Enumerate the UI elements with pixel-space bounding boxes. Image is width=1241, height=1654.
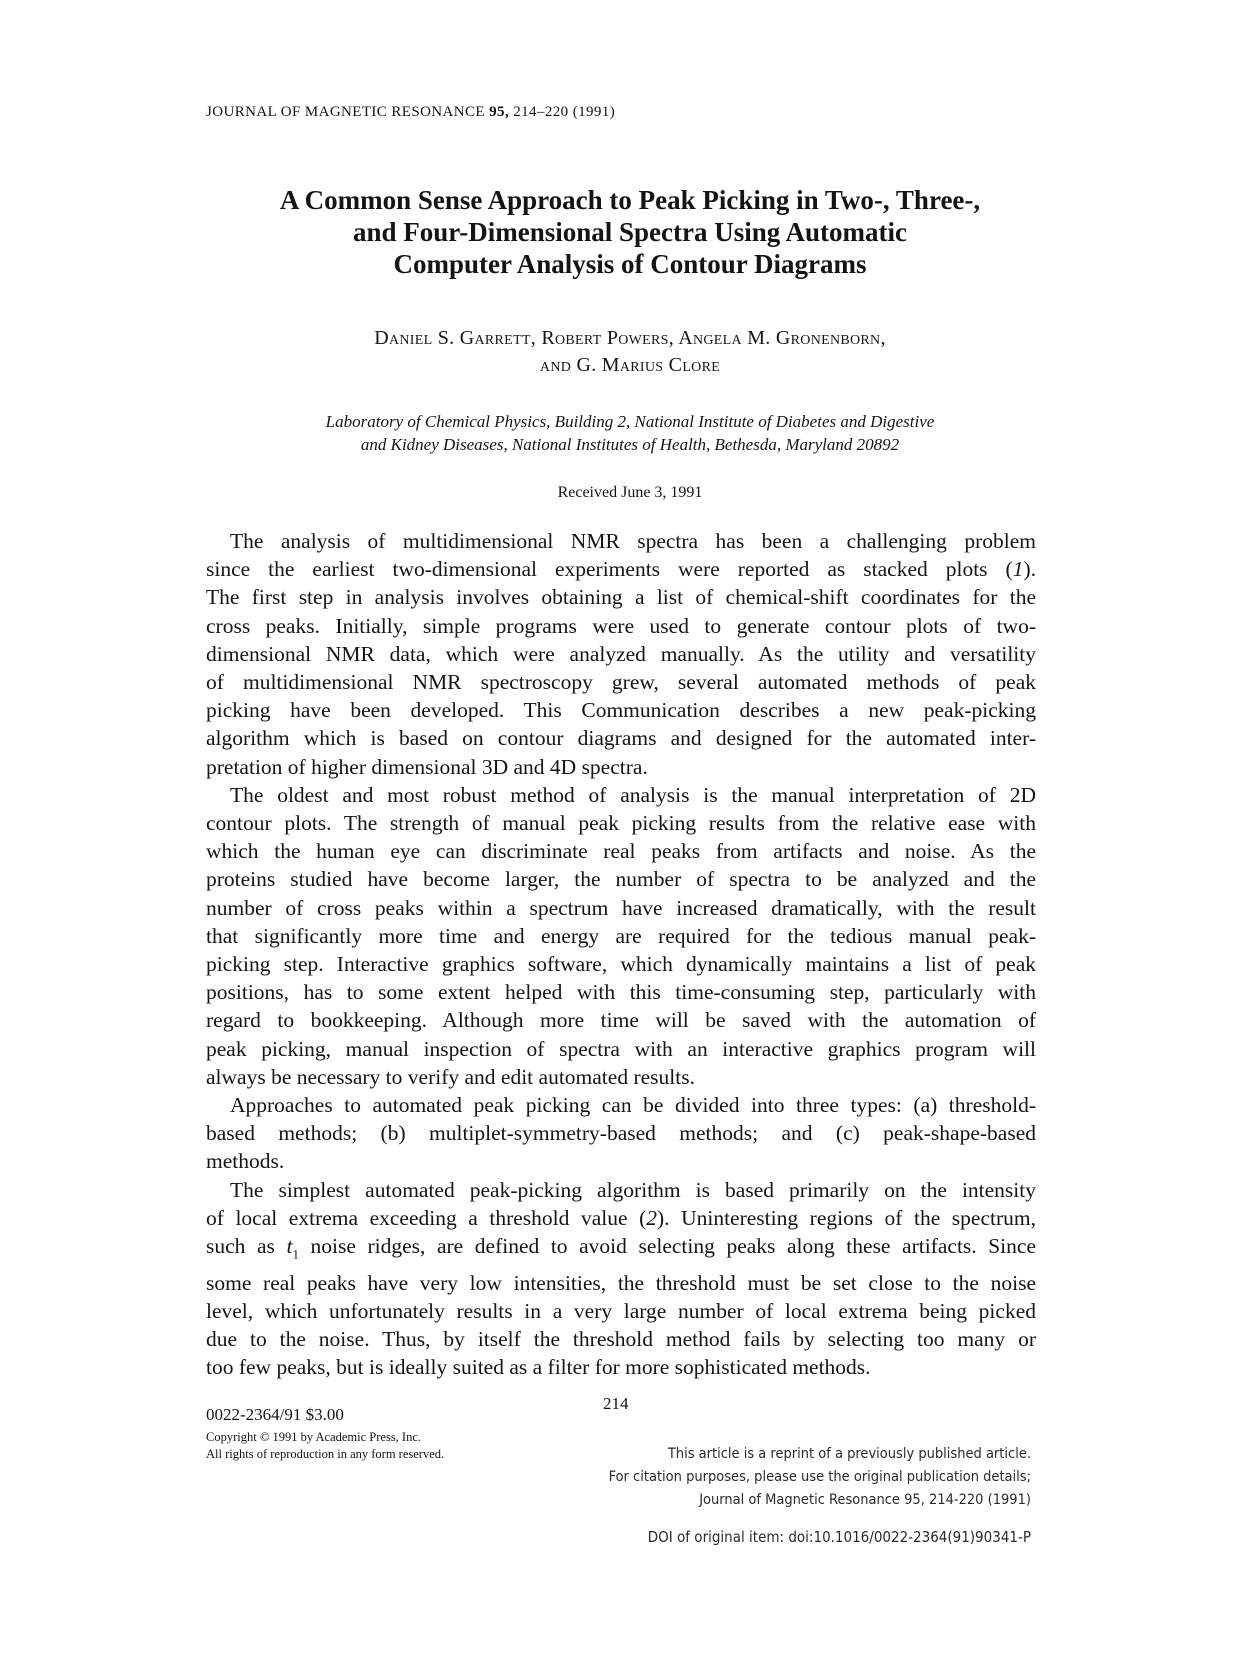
text-line: The oldest and most robust method of analysis is the manual interpretation of 2D — [230, 782, 1036, 807]
text-line: algorithm which is based on contour diagrams and designed for the automated inter- — [206, 726, 1036, 751]
text-line: picking step. Interactive graphics software, which dynamically maintains a list of peak — [206, 952, 1036, 977]
paragraph — [206, 1176, 1036, 1382]
text-line: positions, has to some extent helped with this time-consuming step, particularly with — [206, 980, 1036, 1005]
text-line: since the earliest two-dimensional experiments were reported as stacked plots (1). — [206, 557, 1036, 582]
citation-ref: 2 — [646, 1205, 657, 1230]
issn-price: 0022-2364/91 $3.00 — [206, 1405, 344, 1424]
title-line: Computer Analysis of Contour Diagrams — [393, 249, 867, 279]
text-line: dimensional NMR data, which were analyzed manually. As the utility and versatility — [206, 641, 1036, 666]
title-line: and Four-Dimensional Spectra Using Automatic — [352, 217, 907, 247]
text-line: due to the noise. Thus, by itself the threshold method fails by selecting too many or — [206, 1326, 1036, 1351]
text-line: The first step in analysis involves obtaining a list of chemical-shift coordinates for the — [206, 585, 1036, 610]
affiliation — [200, 410, 1060, 456]
text-line: peak picking, manual inspection of spectra with an interactive graphics program will — [206, 1036, 1036, 1061]
text-line: cross peaks. Initially, simple programs were used to generate contour plots of two- — [206, 613, 1036, 638]
text-line: some real peaks have very low intensities, the threshold must be set close to the noise — [206, 1270, 1036, 1295]
text-segment: . Uninteresting regions of the spectrum, — [664, 1205, 1036, 1230]
paragraph — [206, 781, 1036, 1091]
page-number: 214 — [603, 1394, 629, 1413]
text-segment: since the earliest two-dimensional experiments were reported as stacked plots — [206, 557, 988, 582]
article-body — [206, 527, 1036, 1381]
text-line: methods. — [206, 1149, 285, 1174]
text-line: proteins studied have become larger, the number of spectra to be analyzed and the — [206, 867, 1036, 892]
received-date: Received June 3, 1991 — [557, 484, 703, 501]
journal-volume: 95, — [489, 104, 510, 120]
text-line: of local extrema exceeding a threshold value (2). Uninteresting regions of the spectrum, — [206, 1205, 1036, 1230]
copyright-line: All rights of reproduction in any form reserved. — [206, 1447, 445, 1461]
text-line: pretation of higher dimensional 3D and 4D spectra. — [206, 754, 648, 779]
paragraph — [206, 1091, 1036, 1176]
reprint-line: Journal of Magnetic Resonance 95, 214-220 (1991) — [699, 1492, 1031, 1508]
reprint-line: This article is a reprint of a previously published article. — [667, 1446, 1031, 1462]
article-title — [200, 184, 1060, 280]
text-line: that significantly more time and energy are required for the tedious manual peak- — [206, 923, 1036, 948]
text-line: number of cross peaks within a spectrum have increased dramatically, with the result — [206, 895, 1036, 920]
paragraph — [206, 527, 1036, 781]
text-segment: of local extrema exceeding a threshold value — [206, 1205, 628, 1230]
reprint-notice — [609, 1443, 1031, 1512]
author-list — [200, 325, 1060, 379]
text-line: always be necessary to verify and edit automated results. — [206, 1064, 695, 1089]
journal-pages: 214–220 (1991) — [513, 104, 616, 120]
text-line: regard to bookkeeping. Although more time will be saved with the automation of — [206, 1008, 1036, 1033]
text-line: picking have been developed. This Communication describes a new peak-picking — [206, 698, 1036, 723]
authors-line: and G. Marius Clore — [539, 354, 721, 376]
doi-line: DOI of original item: doi:10.1016/0022-2364(91)90341-P — [647, 1528, 1031, 1546]
text-line: level, which unfortunately results in a very large number of local extrema being picked — [206, 1298, 1036, 1323]
running-head — [206, 104, 615, 121]
text-line: too few peaks, but is ideally suited as a filter for more sophisticated methods. — [206, 1355, 871, 1380]
journal-name: JOURNAL OF MAGNETIC RESONANCE — [206, 104, 485, 120]
text-line — [206, 1232, 1036, 1269]
text-line: based methods; (b) multiplet-symmetry-based methods; and (c) peak-shape-based — [206, 1121, 1036, 1146]
text-line: The analysis of multidimensional NMR spectra has been a challenging problem — [230, 529, 1036, 553]
text-line: contour plots. The strength of manual peak picking results from the relative ease with — [206, 811, 1036, 836]
citation-ref: 1 — [1012, 557, 1024, 582]
copyright-line: Copyright © 1991 by Academic Press, Inc. — [206, 1430, 422, 1444]
t1-symbol: t — [286, 1234, 293, 1259]
copyright-notice — [206, 1429, 444, 1463]
reprint-line: For citation purposes, please use the original publication details; — [608, 1469, 1031, 1485]
affiliation-line: Laboratory of Chemical Physics, Building 2, National Institute of Diabetes and Digestive — [325, 412, 935, 431]
text-line: which the human eye can discriminate real peaks from artifacts and noise. As the — [206, 839, 1036, 864]
authors-line: Daniel S. Garrett, Robert Powers, Angela M. Gronenborn, — [374, 327, 886, 349]
text-segment: such as — [206, 1234, 275, 1259]
title-line: A Common Sense Approach to Peak Picking in Two-, Three-, — [279, 185, 981, 215]
text-line: of multidimensional NMR spectroscopy grew, several automated methods of peak — [206, 670, 1036, 695]
affiliation-line: and Kidney Diseases, National Institutes of Health, Bethesda, Maryland 20892 — [360, 435, 900, 454]
text-line: Approaches to automated peak picking can be divided into three types: (a) threshold- — [230, 1093, 1036, 1118]
text-segment: noise ridges, are defined to avoid selecting peaks along these artifacts. Since — [310, 1234, 1036, 1259]
t1-subscript: 1 — [292, 1246, 299, 1262]
text-line: The simplest automated peak-picking algorithm is based primarily on the intensity — [230, 1177, 1036, 1202]
